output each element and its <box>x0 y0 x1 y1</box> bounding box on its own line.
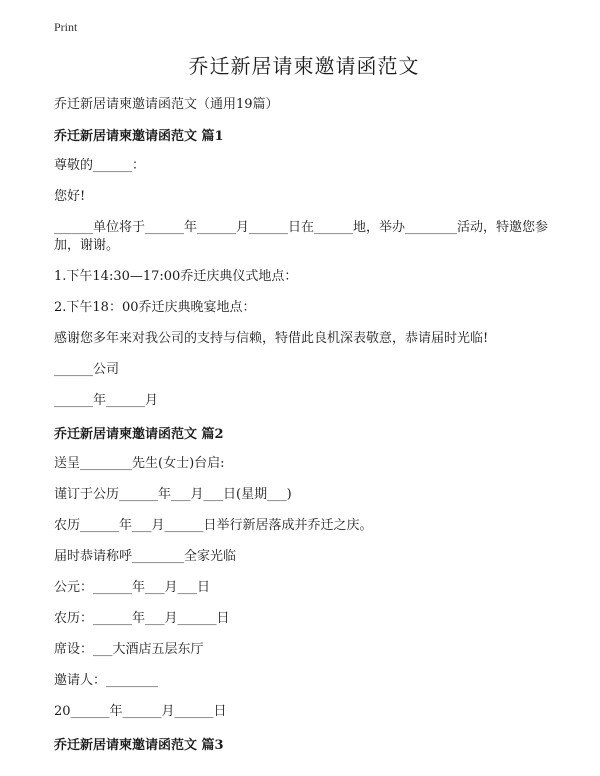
paragraph: ______单位将于______年______月______日在______地，举办________活动，特邀您参加，谢谢。 <box>54 220 549 253</box>
paragraph: 届时恭请称呼________全家光临 <box>54 549 237 564</box>
section-heading: 乔迁新居请柬邀请函范文 篇1 <box>54 129 224 144</box>
section-heading: 乔迁新居请柬邀请函范文 篇2 <box>54 427 224 442</box>
paragraph: 送呈________先生(女士)台启: <box>54 456 225 471</box>
paragraph: 公元：______年___月___日 <box>54 580 211 595</box>
paragraph: 邀请人：________ <box>54 673 159 688</box>
section-heading: 乔迁新居请柬邀请函范文 篇3 <box>54 738 224 753</box>
paragraph: 农历______年___月______日举行新居落成并乔迁之庆。 <box>54 518 373 533</box>
paragraph: 2.下午18：00乔迁庆典晚宴地点： <box>54 300 256 315</box>
page-title: 乔迁新居请柬邀请函范文 <box>188 54 420 78</box>
paragraph: 感谢您多年来对我公司的支持与信赖，特借此良机深表敬意，恭请届时光临! <box>54 331 489 346</box>
document-body <box>54 50 554 766</box>
paragraph: 尊敬的______： <box>54 158 146 173</box>
paragraph: 谨订于公历______年___月___日(星期___) <box>54 487 292 502</box>
paragraph: 您好! <box>54 189 86 204</box>
paragraph: 农历：______年___月______日 <box>54 611 230 626</box>
print-link[interactable]: Print <box>54 20 78 34</box>
paragraph: ______年______月 <box>54 393 159 408</box>
document-subtitle: 乔迁新居请柬邀请函范文（通用19篇） <box>54 97 279 112</box>
paragraph: ______公司 <box>54 362 120 377</box>
paragraph: 20______年______月______日 <box>54 704 227 719</box>
paragraph: 席设：___大酒店五层东厅 <box>54 642 204 657</box>
paragraph: 1.下午14:30—17:00乔迁庆典仪式地点： <box>54 269 298 284</box>
